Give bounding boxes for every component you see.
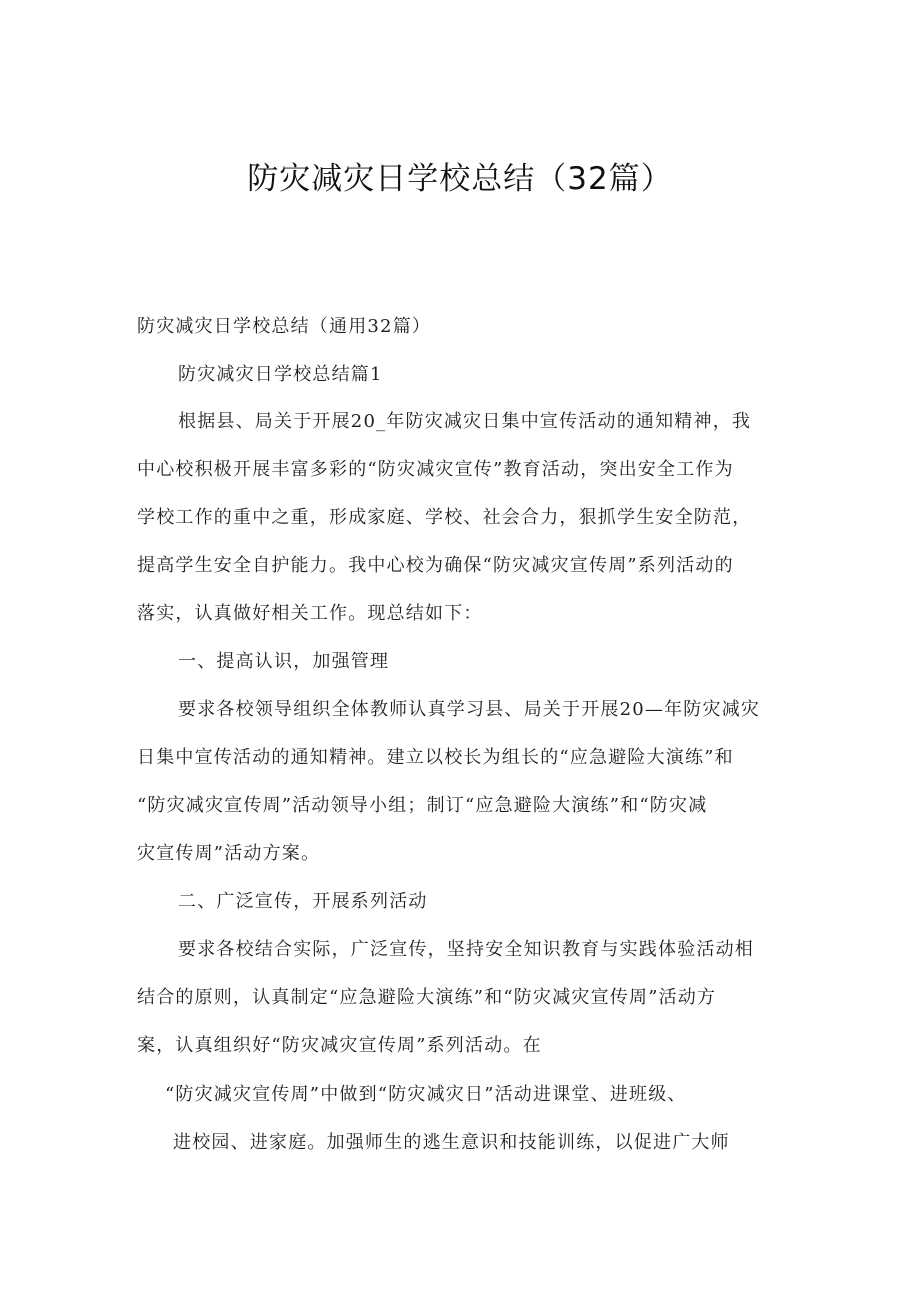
section-heading: 防灾减灾日学校总结篇1 <box>178 364 383 385</box>
paragraph-line: 进校园、进家庭。加强师生的逃生意识和技能训练，以促进广大师 <box>173 1132 730 1153</box>
document-subtitle: 防灾减灾日学校总结（通用32篇） <box>137 316 432 337</box>
paragraph-line: 根据县、局关于开展20_年防灾减灾日集中宣传活动的通知精神，我 <box>178 411 752 432</box>
paragraph-line: “防灾减灾宣传周”中做到“防灾减灾日”活动进课堂、进班级、 <box>165 1084 687 1105</box>
paragraph-line: 结合的原则，认真制定“应急避险大演练”和“防灾减灾宣传周”活动方 <box>137 987 717 1008</box>
paragraph-line: 案，认真组织好“防灾减灾宣传周”系列活动。在 <box>137 1035 542 1056</box>
paragraph-line: 落实，认真做好相关工作。现总结如下： <box>137 603 483 624</box>
paragraph-line: 灾宣传周”活动方案。 <box>137 843 321 864</box>
section-heading: 一、提高认识，加强管理 <box>178 651 390 672</box>
paragraph-line: 要求各校领导组织全体教师认真学习县、局关于开展20—年防灾减灾 <box>178 699 761 720</box>
section-heading: 二、广泛宣传，开展系列活动 <box>178 891 428 912</box>
paragraph-line: 日集中宣传活动的通知精神。建立以校长为组长的“应急避险大演练”和 <box>137 747 734 768</box>
document-title: 防灾减灾日学校总结（32篇） <box>247 161 673 197</box>
paragraph-line: 中心校积极开展丰富多彩的“防灾减灾宣传”教育活动，突出安全工作为 <box>137 459 734 480</box>
paragraph-line: “防灾减灾宣传周”活动领导小组；制订“应急避险大演练”和“防灾减 <box>137 795 708 816</box>
paragraph-line: 要求各校结合实际，广泛宣传，坚持安全知识教育与实践体验活动相 <box>178 939 754 960</box>
paragraph-line: 学校工作的重中之重，形成家庭、学校、社会合力，狠抓学生安全防范， <box>137 507 752 528</box>
paragraph-line: 提高学生安全自护能力。我中心校为确保“防灾减灾宣传周”系列活动的 <box>137 555 734 576</box>
